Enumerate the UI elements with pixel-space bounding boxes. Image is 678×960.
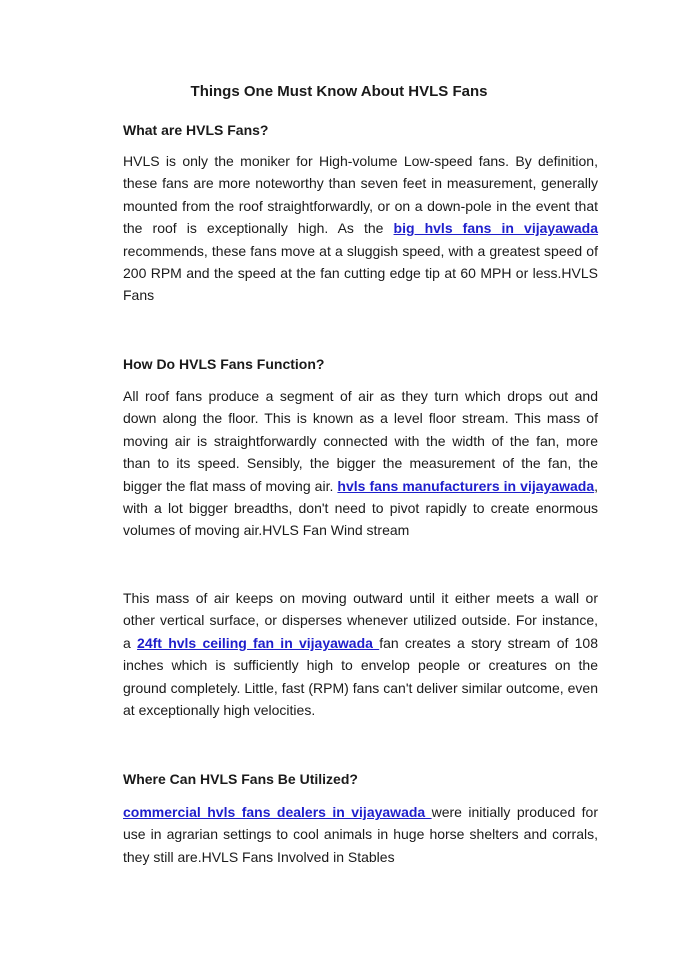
paragraph-text: , with a lot bigger breadths, don't need to pivot rapidly to create enormous volumes of moving air.HVLS Fan Wind stream xyxy=(123,477,598,539)
link-24ft-hvls-ceiling-fan[interactable]: 24ft hvls ceiling fan in vijayawada xyxy=(137,634,380,651)
link-big-hvls-fans[interactable]: big hvls fans in vijayawada xyxy=(393,220,598,237)
section-heading-what-are-hvls-fans: What are HVLS Fans? xyxy=(123,122,269,138)
link-hvls-fans-manufacturers[interactable]: hvls fans manufacturers in vijayawada xyxy=(337,477,595,494)
document-title: Things One Must Know About HVLS Fans xyxy=(190,83,488,100)
paragraph-text: This mass of air keeps on moving outward until it either meets a wall or other vertical surface, or disperses whenever utilized outside. For instance, a xyxy=(123,590,598,651)
section-heading-how-do-hvls-fans-function: How Do HVLS Fans Function? xyxy=(123,356,325,372)
paragraph-text: HVLS is only the moniker for High-volume Low-speed fans. By definition, these fans are more noteworthy than seven feet in measurement, generally mounted from the roof straightforwardly, or on a down-pole in the event that the roof is exceptionally high. As the xyxy=(123,153,598,237)
paragraph-text: fan creates a story stream of 108 inches which is sufficiently high to envelop people or creatures on the ground completely. Little, fast (RPM) fans can't deliver similar outcome, even at exceptionally high velocities. xyxy=(123,634,598,719)
section-paragraph-what-are-hvls-fans xyxy=(123,150,598,307)
section-paragraph-air-mass xyxy=(123,587,598,721)
paragraph-text: recommends, these fans move at a sluggish speed, with a greatest speed of 200 RPM and the speed at the fan cutting edge tip at 60 MPH or less.HVLS Fans xyxy=(123,242,598,304)
section-heading-where-can-hvls-fans-be-utilized: Where Can HVLS Fans Be Utilized? xyxy=(123,771,358,787)
paragraph-text: were initially produced for use in agrarian settings to cool animals in huge horse shelters and corrals, they still are.HVLS Fans Involved in Stables xyxy=(123,804,598,865)
section-paragraph-where-can-hvls-fans-be-utilized xyxy=(123,801,598,868)
section-paragraph-how-do-hvls-fans-function xyxy=(123,385,598,542)
link-commercial-hvls-fans-dealers[interactable]: commercial hvls fans dealers in vijayawada xyxy=(123,804,432,820)
paragraph-text: All roof fans produce a segment of air as they turn which drops out and down along the floor. This is known as a level floor stream. This mass of moving air is straightforwardly connected with the width of the fan, more than to its speed. Sensibly, the bigger the measurement of the fan, the bigger the flat mass of moving air. xyxy=(123,388,598,494)
